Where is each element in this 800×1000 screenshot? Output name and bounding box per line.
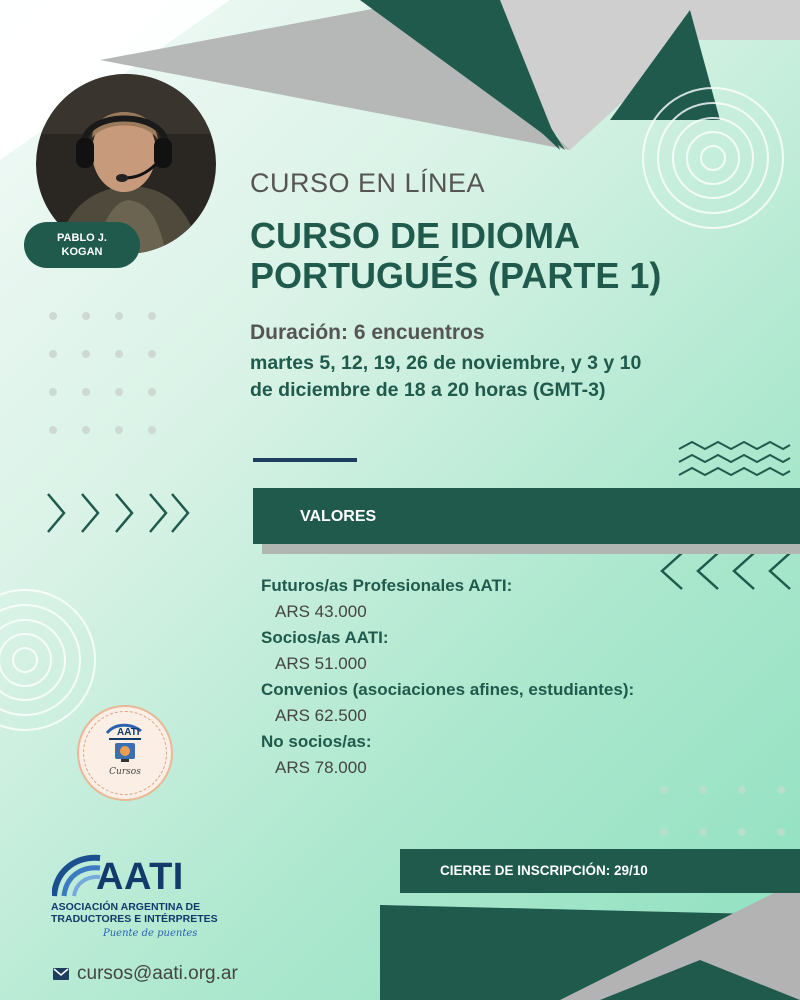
course-dates-line1: martes 5, 12, 19, 26 de noviembre, y 3 y 10	[250, 352, 642, 374]
price-value: ARS 51.000	[275, 654, 367, 673]
course-title-line2: PORTUGUÉS (PARTE 1)	[250, 255, 662, 296]
price-category: No socios/as:	[261, 732, 372, 751]
deadline-text: CIERRE DE INSCRIPCIÓN: 29/10	[440, 863, 648, 878]
course-subtitle: CURSO EN LÍNEA	[250, 168, 486, 198]
price-category: Convenios (asociaciones afines, estudiantes):	[261, 680, 635, 699]
divider	[253, 458, 357, 462]
org-acronym: AATI	[96, 856, 184, 898]
org-tagline: Puente de puentes	[103, 928, 198, 939]
price-value: ARS 78.000	[275, 758, 367, 777]
price-value: ARS 62.500	[275, 706, 367, 725]
price-category: Socios/as AATI:	[261, 628, 389, 647]
contact-email[interactable]: cursos@aati.org.ar	[77, 963, 238, 984]
course-duration: Duración: 6 encuentros	[250, 321, 485, 344]
badge-label: Cursos	[109, 767, 141, 777]
price-value: ARS 43.000	[275, 602, 367, 621]
price-list	[261, 573, 721, 781]
instructor-name-line2: KOGAN	[61, 246, 103, 258]
cursos-badge	[77, 705, 173, 801]
instructor-name-badge	[24, 222, 140, 268]
org-full-name-line1: ASOCIACIÓN ARGENTINA DE	[51, 901, 201, 913]
course-title-line1: CURSO DE IDIOMA	[250, 215, 581, 256]
course-dates-line2: de diciembre de 18 a 20 horas (GMT-3)	[250, 379, 606, 401]
course-dates	[250, 350, 780, 404]
instructor-name-line1: PABLO J.	[57, 232, 107, 244]
svg-text:AATI: AATI	[117, 727, 140, 738]
org-full-name	[51, 901, 218, 925]
aati-mini-logo-icon	[101, 719, 149, 765]
aati-logo-icon	[52, 850, 102, 898]
price-category: Futuros/as Profesionales AATI:	[261, 576, 513, 595]
mail-icon	[53, 968, 69, 980]
course-title	[250, 216, 770, 296]
valores-heading: VALORES	[300, 508, 377, 525]
org-full-name-line2: TRADUCTORES E INTÉRPRETES	[51, 913, 218, 925]
